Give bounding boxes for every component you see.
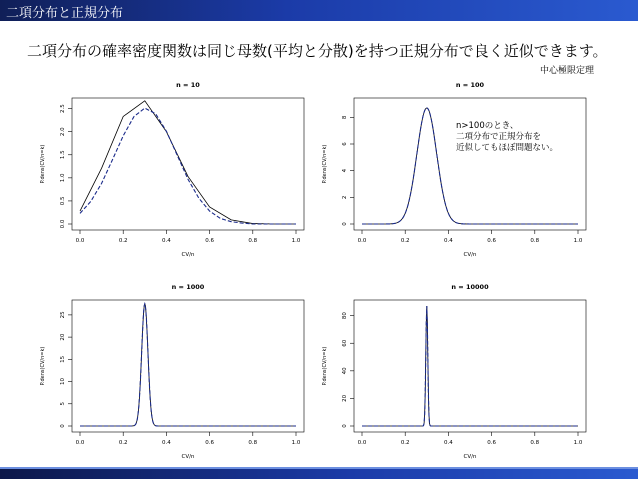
x-tick-label: 0.8 [248,238,258,244]
x-tick-label: 0.4 [444,440,453,446]
y-tick-label: 25 [60,311,66,319]
x-tick-label: 0.0 [357,238,367,244]
y-axis-label: P.dens(CV/n=k) [322,346,328,386]
y-tick-label: 2.0 [60,127,66,137]
title-bar [0,0,638,21]
x-axis-label: CV/n [463,252,477,258]
y-tick-label: 4 [342,168,348,173]
chart-svg [18,78,318,258]
binomial-curve [362,306,578,426]
y-tick-label: 10 [60,378,66,386]
x-tick-label: 0.0 [75,238,85,244]
annotation-line: 近似してもほぼ問題ない。 [456,143,559,153]
y-tick-label: 2 [342,195,348,200]
y-tick-label: 40 [342,367,348,375]
y-tick-label: 15 [60,355,66,363]
y-tick-label: 1.0 [60,173,66,183]
y-tick-label: 5 [60,402,66,406]
y-tick-label: 0 [342,222,348,226]
chart-title: n = 10000 [451,283,489,291]
y-axis-label: P.dens(CV/n=k) [322,144,328,184]
chart-n10000 [300,280,600,460]
chart-svg [300,280,600,460]
y-tick-label: 0.0 [60,219,66,229]
x-tick-label: 1.0 [573,440,583,446]
x-tick-label: 0.6 [487,238,496,244]
y-tick-label: 6 [342,142,348,146]
x-tick-label: 0.0 [357,440,367,446]
y-tick-label: 60 [342,339,348,347]
x-tick-label: 0.2 [400,238,410,244]
x-tick-label: 0.6 [205,440,214,446]
chart-n10 [18,78,318,258]
annotation-line: 二項分布で正規分布を [456,132,542,142]
x-tick-label: 0.8 [248,440,258,446]
y-tick-label: 80 [342,312,348,320]
slide-title: 二項分布と正規分布 [6,6,124,21]
theorem-note: 中心極限定理 [540,66,595,76]
x-tick-label: 1.0 [291,238,301,244]
plot-frame [354,300,586,432]
x-tick-label: 0.2 [118,440,128,446]
x-tick-label: 0.4 [444,238,453,244]
annotation-line: n>100のとき、 [456,121,519,131]
x-axis-label: CV/n [181,454,195,460]
binomial-curve [80,304,296,426]
x-tick-label: 0.8 [530,238,540,244]
y-tick-label: 8 [342,115,348,120]
x-tick-label: 0.0 [75,440,85,446]
y-tick-label: 1.5 [60,150,66,160]
y-tick-label: 2.5 [60,104,66,113]
y-tick-label: 0 [60,424,66,428]
y-tick-label: 0 [342,424,348,428]
y-axis-label: P.dens(CV/n=k) [40,144,46,184]
y-axis-label: P.dens(CV/n=k) [40,346,46,386]
chart-title: n = 1000 [171,283,205,291]
y-tick-label: 20 [60,333,66,341]
x-tick-label: 1.0 [573,238,583,244]
normal-curve [80,108,296,224]
footer-bar [0,467,638,479]
plot-frame [354,98,586,230]
chart-svg [18,280,318,460]
y-tick-label: 0.5 [60,196,66,206]
x-tick-label: 0.2 [118,238,128,244]
chart-n1000 [18,280,318,460]
slide-heading: 二項分布の確率密度関数は同じ母数(平均と分散)を持つ正規分布で良く近似できます。 [27,42,608,60]
x-tick-label: 0.8 [530,440,540,446]
x-tick-label: 0.6 [205,238,214,244]
normal-curve [80,304,296,426]
plot-frame [72,300,304,432]
x-tick-label: 0.4 [162,440,171,446]
chart-n100 [300,78,600,258]
normal-curve [362,306,578,426]
x-axis-label: CV/n [181,252,195,258]
x-axis-label: CV/n [463,454,477,460]
chart-svg [300,78,600,258]
x-tick-label: 0.6 [487,440,496,446]
x-tick-label: 1.0 [291,440,301,446]
chart-title: n = 100 [455,81,485,89]
y-tick-label: 20 [342,394,348,402]
binomial-curve [80,101,296,224]
x-tick-label: 0.4 [162,238,171,244]
x-tick-label: 0.2 [400,440,410,446]
chart-title: n = 10 [176,81,200,89]
plot-frame [72,98,304,230]
